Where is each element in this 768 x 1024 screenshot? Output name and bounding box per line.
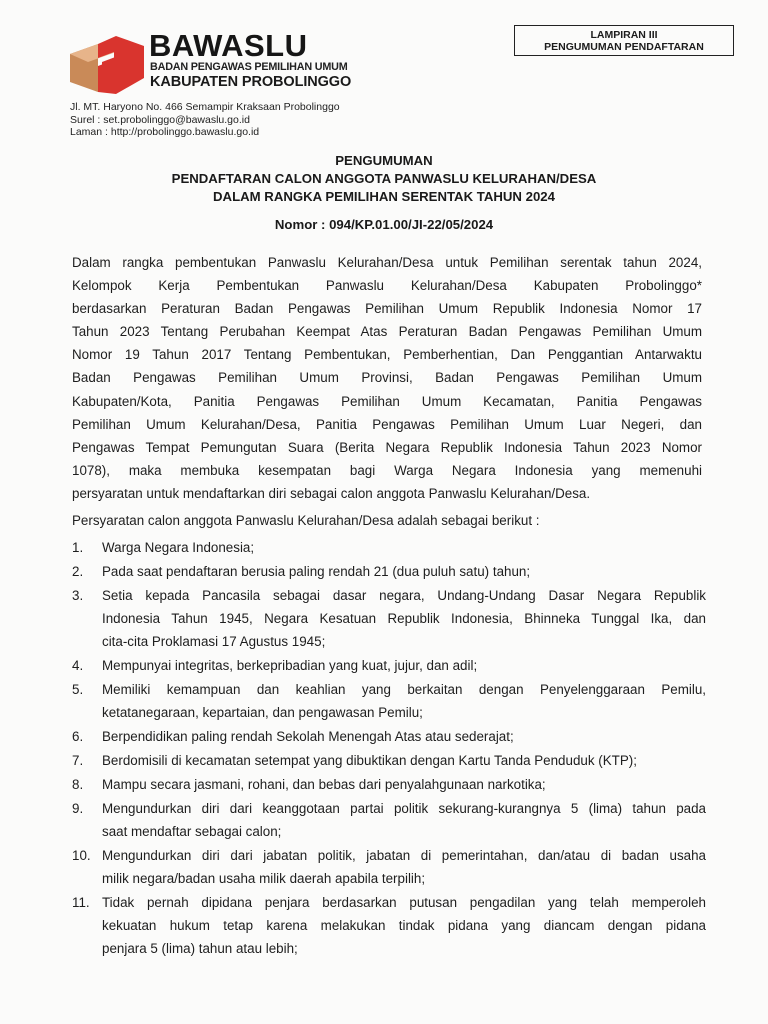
document-number: Nomor : 094/KP.01.00/JI-22/05/2024: [274, 217, 494, 232]
paragraph-line: Dalam rangka pembentukan Panwaslu Kelurahan/Desa untuk Pemilihan serentak tahun 2024,: [72, 255, 702, 270]
requirement-text: [102, 584, 706, 653]
requirement-number: 3.: [72, 587, 84, 603]
lampiran-line-1: LAMPIRAN III: [590, 29, 658, 41]
requirement-text: [102, 678, 706, 724]
requirement-number: 1.: [72, 540, 84, 555]
requirement-text: [102, 773, 706, 796]
requirement-line: ketatanegaraan, kepartaian, dan pengawasan Pemilu;: [102, 704, 423, 720]
title-line-3: DALAM RANGKA PEMILIHAN SERENTAK TAHUN 2024: [213, 189, 555, 204]
paragraph-line: Pemilihan Umum Kelurahan/Desa, Panitia Pengawas Pemilihan Umum Luar Negeri, dan: [72, 416, 702, 432]
requirement-line: Tidak pernah dipidana penjara berdasarkan putusan pengadilan yang telah memperoleh: [102, 894, 706, 910]
requirement-line: saat mendaftar sebagai calon;: [102, 823, 282, 839]
requirement-number: 10.: [72, 847, 91, 863]
paragraph-line: Nomor 19 Tahun 2017 Tentang Pembentukan, Pemberhentian, Dan Penggantian Antarwaktu: [72, 347, 702, 363]
paragraph-line: Pengawas Tempat Pemungutan Suara (Berita Negara Republik Indonesia Tahun 2023 Nomor: [72, 439, 702, 455]
requirement-number: 6.: [72, 728, 84, 744]
requirement-text: [102, 891, 706, 960]
requirement-text: [102, 797, 706, 843]
requirement-line: Berpendidikan paling rendah Sekolah Menengah Atas atau sederajat;: [102, 728, 514, 744]
paragraph-line: berdasarkan Peraturan Badan Pengawas Pemilihan Umum Republik Indonesia Nomor 17: [72, 301, 702, 317]
requirement-line: Setia kepada Pancasila sebagai dasar negara, Undang-Undang Dasar Negara Republik: [102, 587, 706, 603]
requirement-number: 4.: [72, 657, 84, 673]
address-line: Jl. MT. Haryono No. 466 Semampir Kraksaan Probolinggo: [70, 101, 340, 113]
requirement-line: Pada saat pendaftaran berusia paling rendah 21 (dua puluh satu) tahun;: [102, 563, 531, 579]
requirement-line: Mengundurkan diri dari jabatan politik, jabatan di pemerintahan, dan/atau di badan usaha: [102, 847, 706, 863]
title-line-1: PENGUMUMAN: [335, 153, 433, 168]
requirement-line: Berdomisili di kecamatan setempat yang dibuktikan dengan Kartu Tanda Penduduk (KTP);: [102, 752, 637, 768]
requirement-number: 9.: [72, 800, 84, 816]
requirement-text: [102, 844, 706, 890]
paragraph-line: Kabupaten/Kota, Panitia Pengawas Pemilihan Umum Kecamatan, Panitia Pengawas: [72, 393, 702, 409]
requirement-number: 5.: [72, 681, 84, 697]
title-line-2: PENDAFTARAN CALON ANGGOTA PANWASLU KELURAHAN/DESA: [171, 171, 597, 186]
lampiran-line-2: PENGUMUMAN PENDAFTARAN: [544, 41, 704, 53]
requirement-text: [102, 749, 706, 772]
requirement-line: Memiliki kemampuan dan keahlian yang berkaitan dengan Penyelenggaraan Pemilu,: [102, 681, 706, 697]
brand-region: KABUPATEN PROBOLINGGO: [150, 74, 352, 90]
requirement-text: [102, 725, 706, 748]
paragraph-line: 1078), maka membuka kesempatan bagi Warga Negara Indonesia yang memenuhi: [72, 462, 702, 478]
requirement-text: [102, 560, 706, 583]
announcement-title: [0, 152, 768, 206]
requirement-line: Mengundurkan diri dari keanggotaan partai politik sekurang-kurangnya 5 (lima) tahun pada: [102, 800, 706, 816]
requirement-line: Mempunyai integritas, berkepribadian yang kuat, jujur, dan adil;: [102, 657, 478, 673]
requirement-number: 2.: [72, 563, 84, 579]
paragraph-line: Badan Pengawas Pemilihan Umum Provinsi, Badan Pengawas Pemilihan Umum: [72, 370, 702, 386]
website-line: Laman : http://probolinggo.bawaslu.go.id: [70, 126, 260, 139]
requirement-text: [102, 536, 706, 559]
requirement-line: penjara 5 (lima) tahun atau lebih;: [102, 940, 298, 956]
requirement-line: milik negara/badan usaha milik daerah apabila terpilih;: [102, 870, 426, 886]
contact-block: [70, 101, 340, 139]
body-paragraph: [72, 251, 702, 505]
requirement-line: kekuatan hukum tetap karena melakukan tindak pidana yang diancam dengan pidana: [102, 917, 706, 933]
requirement-line: Mampu secara jasmani, rohani, dan bebas dari penyalahgunaan narkotika;: [102, 776, 546, 792]
requirement-line: Warga Negara Indonesia;: [102, 540, 255, 555]
requirement-number: 7.: [72, 752, 84, 768]
paragraph-line: Kelompok Kerja Pembentukan Panwaslu Kelurahan/Desa Kabupaten Probolinggo*: [72, 278, 702, 294]
bawaslu-logo-icon: [68, 32, 146, 98]
paragraph-line: persyaratan untuk mendaftarkan diri sebagai calon anggota Panwaslu Kelurahan/Desa.: [72, 485, 591, 501]
brand-subtitle: BADAN PENGAWAS PEMILIHAN UMUM: [150, 61, 348, 73]
email-line: Surel : set.probolinggo@bawaslu.go.id: [70, 113, 250, 126]
brand-name: BAWASLU: [149, 28, 308, 63]
requirement-text: [102, 654, 706, 677]
requirement-number: 8.: [72, 776, 84, 792]
requirements-intro: Persyaratan calon anggota Panwaslu Kelurahan/Desa adalah sebagai berikut :: [72, 513, 540, 528]
requirement-number: 11.: [72, 894, 90, 910]
requirement-line: Indonesia Tahun 1945, Negara Kesatuan Republik Indonesia, Bhinneka Tunggal Ika, dan: [102, 610, 706, 626]
paragraph-line: Tahun 2023 Tentang Perubahan Keempat Atas Peraturan Badan Pengawas Pemilihan Umum: [72, 324, 702, 340]
lampiran-box: [514, 25, 734, 56]
requirement-line: cita-cita Proklamasi 17 Agustus 1945;: [102, 633, 326, 649]
